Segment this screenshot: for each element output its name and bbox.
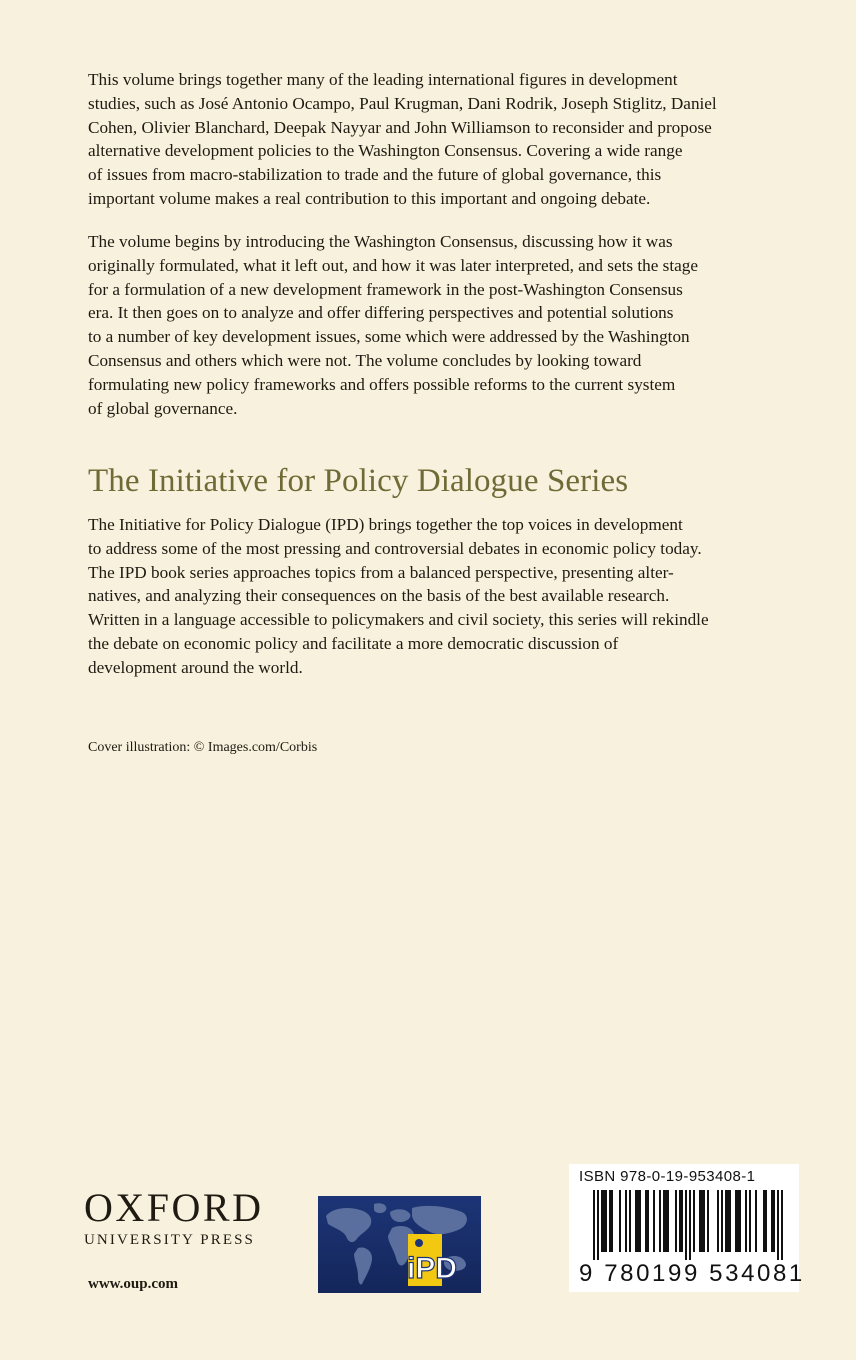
barcode-bar bbox=[601, 1190, 603, 1252]
barcode-bar bbox=[681, 1190, 683, 1252]
barcode-bar bbox=[685, 1190, 687, 1260]
barcode-bar bbox=[689, 1190, 691, 1260]
publisher-name: OXFORD bbox=[84, 1185, 264, 1230]
barcode-bar bbox=[749, 1190, 751, 1252]
ipd-logo-text: iPD bbox=[407, 1252, 458, 1285]
text-line: important volume makes a real contribution to this important and ongoing debate. bbox=[88, 188, 651, 208]
barcode-bar bbox=[629, 1190, 631, 1252]
series-heading: The Initiative for Policy Dialogue Series bbox=[88, 463, 629, 499]
barcode-bar bbox=[609, 1190, 611, 1252]
ipd-logo bbox=[318, 1196, 481, 1293]
barcode-bar bbox=[597, 1190, 599, 1260]
barcode-bar bbox=[777, 1190, 779, 1260]
barcode-bar bbox=[605, 1190, 607, 1252]
barcode-bar bbox=[717, 1190, 719, 1252]
oxford-logo bbox=[84, 1186, 294, 1249]
barcode-bar bbox=[727, 1190, 729, 1252]
barcode-bar bbox=[625, 1190, 627, 1252]
text-line: formulating new policy frameworks and offers possible reforms to the current system bbox=[88, 374, 676, 394]
barcode-bar bbox=[739, 1190, 741, 1252]
barcode-bar bbox=[755, 1190, 757, 1252]
text-line: for a formulation of a new development framework in the post-Washington Consensus bbox=[88, 279, 683, 299]
barcode-bar bbox=[603, 1190, 605, 1252]
barcode-bar bbox=[635, 1190, 637, 1252]
publisher-subtitle: UNIVERSITY PRESS bbox=[84, 1232, 255, 1248]
barcode-bar bbox=[735, 1190, 737, 1252]
barcode-bar bbox=[647, 1190, 649, 1252]
text-line: originally formulated, what it left out, and how it was later interpreted, and sets the stage bbox=[88, 255, 698, 275]
barcode-bar bbox=[645, 1190, 647, 1252]
barcode-bar bbox=[721, 1190, 723, 1252]
cover-credit: Cover illustration: © Images.com/Corbis bbox=[88, 740, 318, 755]
barcode-bar bbox=[665, 1190, 667, 1252]
text-line: studies, such as José Antonio Ocampo, Paul Krugman, Dani Rodrik, Joseph Stiglitz, Daniel bbox=[88, 93, 717, 113]
barcode-bar bbox=[611, 1190, 613, 1252]
text-line: natives, and analyzing their consequences on the basis of the best available research. bbox=[88, 586, 670, 606]
text-line: This volume brings together many of the leading international figures in development bbox=[88, 70, 678, 89]
barcode-bar bbox=[745, 1190, 747, 1252]
barcode-bar bbox=[619, 1190, 621, 1252]
text-line: The volume begins by introducing the Washington Consensus, discussing how it was bbox=[88, 232, 673, 251]
barcode-digits: 9 780199 534081 bbox=[579, 1260, 805, 1287]
barcode-bar bbox=[667, 1190, 669, 1252]
text-line: Cohen, Olivier Blanchard, Deepak Nayyar and John Williamson to reconsider and propose bbox=[88, 117, 712, 137]
text-line: Written in a language accessible to policymakers and civil society, this series will rekindle bbox=[88, 610, 709, 630]
text-line: the debate on economic policy and facilitate a more democratic discussion of bbox=[88, 633, 619, 653]
blurb-paragraph-2 bbox=[88, 230, 810, 420]
text-line: to address some of the most pressing and controversial debates in economic policy today. bbox=[88, 538, 702, 558]
barcode-bar bbox=[693, 1190, 695, 1252]
barcode-bar bbox=[637, 1190, 639, 1252]
barcode-bar bbox=[639, 1190, 641, 1252]
barcode-bar bbox=[679, 1190, 681, 1252]
text-line: of issues from macro-stabilization to trade and the future of global governance, this bbox=[88, 165, 662, 185]
barcode-bar bbox=[763, 1190, 765, 1252]
barcode-bar bbox=[663, 1190, 665, 1252]
series-paragraph bbox=[88, 513, 810, 680]
barcode-bar bbox=[699, 1190, 701, 1252]
barcode-bar bbox=[765, 1190, 767, 1252]
barcode-bar bbox=[737, 1190, 739, 1252]
world-map-icon bbox=[318, 1196, 481, 1293]
text-line: The Initiative for Policy Dialogue (IPD) brings together the top voices in development bbox=[88, 515, 683, 534]
text-line: development around the world. bbox=[88, 657, 303, 677]
barcode-bar bbox=[701, 1190, 703, 1252]
text-line: The IPD book series approaches topics from a balanced perspective, presenting alter- bbox=[88, 562, 674, 582]
barcode-bar bbox=[725, 1190, 727, 1252]
text-line: to a number of key development issues, some which were addressed by the Washington bbox=[88, 327, 690, 347]
barcode-bar bbox=[659, 1190, 661, 1252]
barcode-bar bbox=[593, 1190, 595, 1260]
text-line: of global governance. bbox=[88, 398, 238, 418]
isbn-barcode bbox=[569, 1164, 805, 1292]
blurb-paragraph-1 bbox=[88, 68, 810, 211]
barcode-bar bbox=[653, 1190, 655, 1252]
text-line: Consensus and others which were not. The volume concludes by looking toward bbox=[88, 350, 642, 370]
barcode-bar bbox=[729, 1190, 731, 1252]
barcode-bar bbox=[703, 1190, 705, 1252]
publisher-website[interactable]: www.oup.com bbox=[88, 1276, 179, 1292]
isbn-label: ISBN 978-0-19-953408-1 bbox=[579, 1168, 756, 1185]
barcode-bar bbox=[781, 1190, 783, 1260]
text-line: era. It then goes on to analyze and offer differing perspectives and potential solutions bbox=[88, 303, 674, 323]
barcode-bar bbox=[773, 1190, 775, 1252]
barcode-bar bbox=[707, 1190, 709, 1252]
barcode-bar bbox=[675, 1190, 677, 1252]
barcode-bar bbox=[771, 1190, 773, 1252]
text-line: alternative development policies to the Washington Consensus. Covering a wide range bbox=[88, 141, 683, 161]
